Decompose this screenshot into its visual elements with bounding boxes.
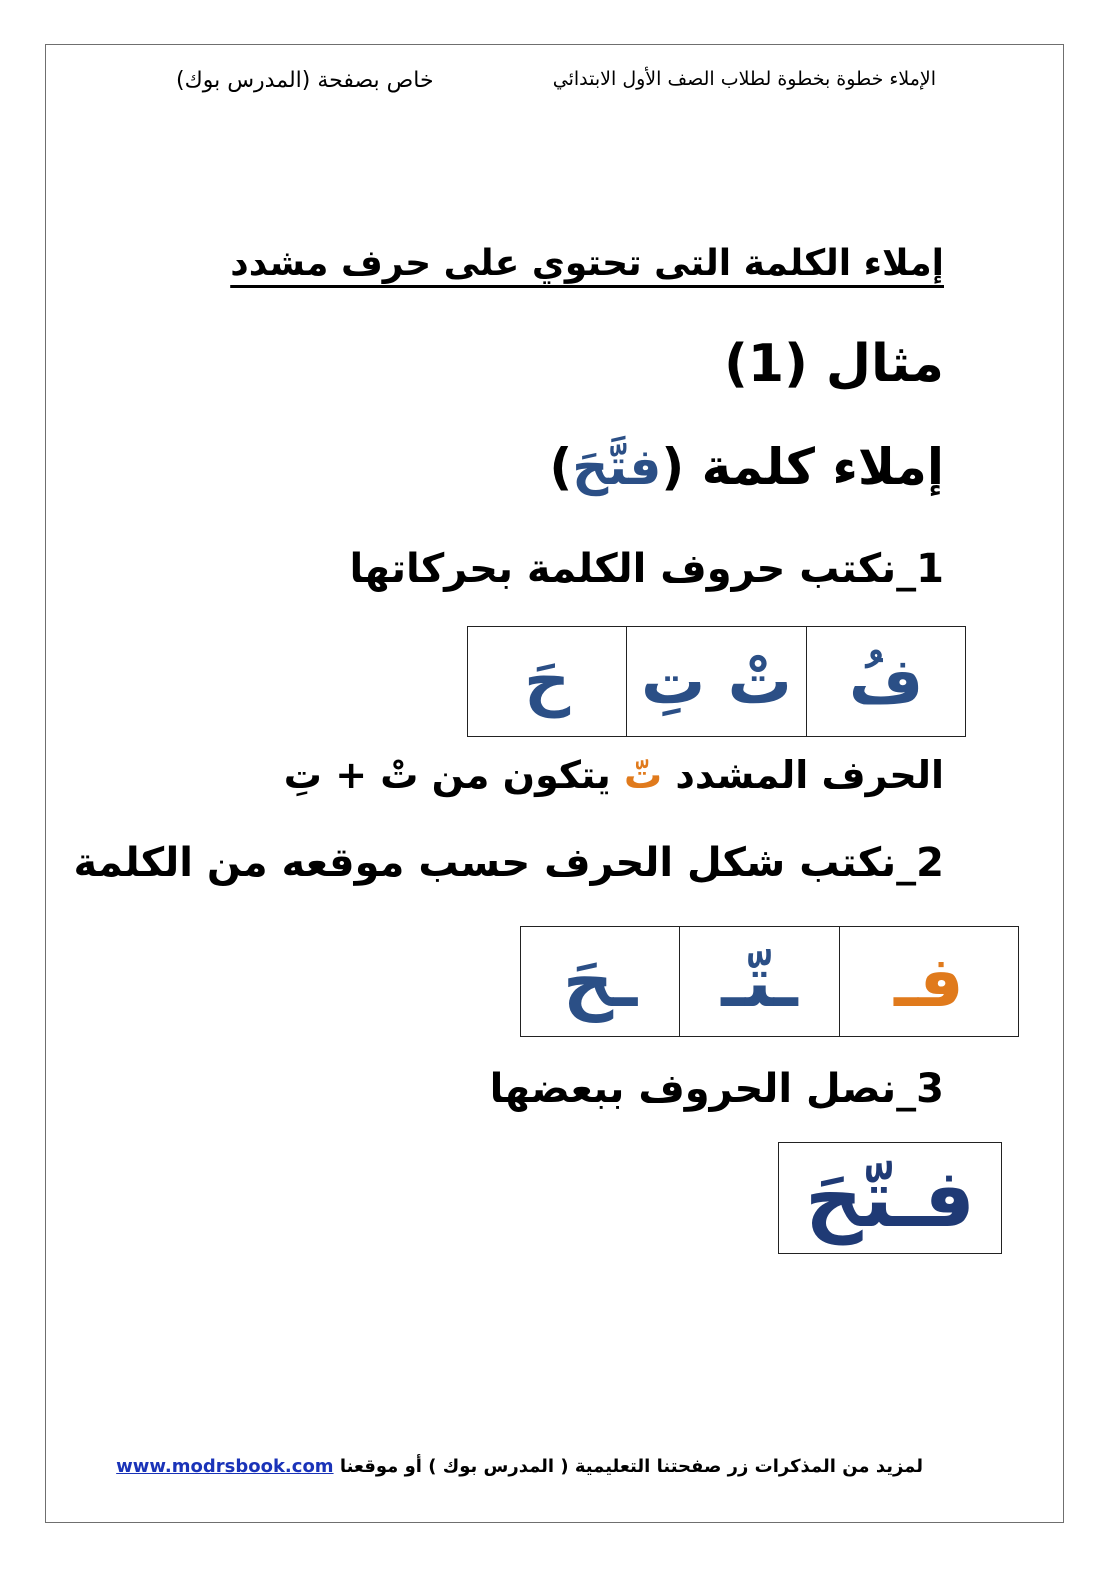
step1-cell-fa: فُ — [807, 627, 966, 737]
step3-result-table — [778, 1142, 1002, 1254]
composition-prefix: الحرف المشدد — [662, 753, 944, 797]
step1-letters-table — [467, 626, 966, 737]
joined-word: فـتّحَ — [779, 1143, 1002, 1254]
example-heading: مثال (1) — [724, 334, 944, 394]
step2-cell-ta: ـتّـ — [680, 927, 840, 1037]
step2-cell-ha: ـحَ — [521, 927, 680, 1037]
footer-text: لمزيد من المذكرات زر صفحتنا التعليمية ( المدرس بوك ) أو موقعنا — [333, 1456, 923, 1477]
step1-cell-ta: تْ تِ — [627, 627, 807, 737]
target-word: فتَّحَ — [572, 438, 662, 496]
header-series-title: الإملاء خطوة بخطوة لطلاب الصف الأول الابتدائي — [552, 68, 936, 90]
step3-heading: 3_نصل الحروف ببعضها — [489, 1066, 944, 1112]
word-heading — [549, 438, 944, 496]
step2-heading: 2_نكتب شكل الحرف حسب موقعه من الكلمة — [73, 840, 944, 886]
header-page-credit: خاص بصفحة (المدرس بوك) — [176, 68, 434, 93]
footer — [116, 1456, 923, 1477]
word-heading-suffix: ) — [549, 438, 573, 496]
page-title: إملاء الكلمة التى تحتوي على حرف مشدد — [230, 243, 944, 284]
shadda-composition — [284, 753, 944, 797]
shadda-letter: تّ — [624, 753, 663, 797]
word-heading-prefix: إملاء كلمة ( — [661, 438, 944, 496]
composition-suffix: يتكون من تْ + تِ — [283, 753, 624, 797]
step1-heading: 1_نكتب حروف الكلمة بحركاتها — [349, 546, 944, 592]
step2-cell-fa: فـ — [840, 927, 1019, 1037]
step2-letters-table — [520, 926, 1019, 1037]
footer-website-link[interactable]: www.modrsbook.com — [116, 1456, 334, 1477]
step1-cell-ha: حَ — [468, 627, 627, 737]
